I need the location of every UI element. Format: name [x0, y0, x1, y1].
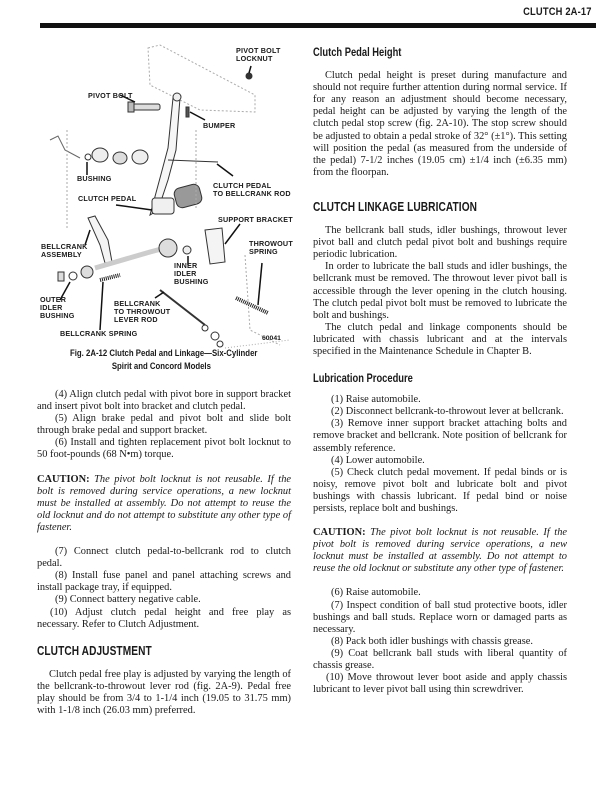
figure-part-number: 60041 [262, 335, 281, 342]
label-pivot-bolt-locknut [236, 47, 281, 63]
label-line: SPRING [249, 247, 278, 256]
label-line: IDLER [40, 303, 63, 312]
step-10-install: (10) Adjust clutch pedal height and free play as necessary. Refer to Clutch Adjustment. [37, 606, 291, 630]
label-line: IDLER [174, 269, 197, 278]
pedal-height-heading: Clutch Pedal Height [313, 45, 402, 59]
label-line: BUSHING [174, 277, 209, 286]
lube-step-6: (6) Raise automobile. [331, 587, 421, 599]
label-clutch-pedal: CLUTCH PEDAL [78, 194, 137, 203]
label-line: THROWOUT [249, 239, 293, 248]
caution-text: The pivot bolt locknut is not reusable. If the pivot bolt is removed during service operations, a new locknut must be installed at assembly. Do not attempt to reuse the old locknut or substitute any other type of fastener. [313, 527, 567, 575]
label-outer-idler-bushing [40, 296, 75, 320]
lubrication-procedure-heading: Lubrication Procedure [313, 371, 413, 386]
pedal-height-text: Clutch pedal height is preset during manufacture and should not require further attention during normal service. If for any reason an adjustment should become necessary, pedal height can be adjusted by varying the length of the clutch pedal stop screw (fig. 2A-10). The stop screw should be adjusted to obtain a pedal stroke of 32° (±1°). This setting will position the pedal (as measured from the underside of the pedal) 7-1/2 inches (19.05 cm) ±1/4 inch (±6.35 mm) from the floorpan. [313, 70, 567, 178]
lube-step-9: (9) Coat bellcrank ball studs with liberal quantity of chassis grease. [313, 647, 567, 672]
step-8-install: (8) Install fuse panel and panel attaching screws and install package tray, if equipped. [37, 570, 291, 594]
lube-step-5: (5) Check clutch pedal movement. If pedal binds or is noisy, remove pivot bolt and lubricate bolt and pivot bushings with chassis lubricant. If pedal bind or noise persists, replace bolt and bushings. [313, 466, 567, 514]
caution-label: CAUTION: [37, 473, 90, 485]
label-line: OUTER [40, 295, 67, 304]
step-6-install: (6) Install and tighten replacement pivot bolt locknut to 50 foot-pounds (68 N•m) torque. [37, 437, 291, 461]
figure-caption [70, 347, 259, 373]
label-line: BELLCRANK [41, 242, 88, 251]
caption-line: Fig. 2A-12 Clutch Pedal and Linkage—Six-Cylinder [70, 348, 258, 359]
label-line: LEVER ROD [114, 315, 158, 324]
label-line: BELLCRANK [114, 299, 161, 308]
figure-clutch-pedal-linkage [0, 40, 306, 370]
step-4-install: (4) Align clutch pedal with pivot bore in support bracket and insert pivot bolt into bracket and clutch pedal. [37, 389, 291, 413]
caution-text: The pivot bolt locknut is not reusable. If the bolt is removed during service operations, a new locknut must be installed at assembly. Do not attempt to reuse the old locknut and do not attempt to substitute any other type of fastener. [37, 473, 291, 533]
page-title: CLUTCH 2A-17 [523, 6, 592, 18]
clutch-adjustment-heading: CLUTCH ADJUSTMENT [37, 642, 152, 658]
clutch-adjustment-text: Clutch pedal free play is adjusted by varying the length of the bellcrank-to-throwout lever rod (fig. 2A-9). Pedal free play should be from 3/4 to 1-1/4 inch (19.05 to 31.75 mm) with 1-1/8 inch (26.03 mm) preferred. [37, 668, 291, 717]
right-column [313, 46, 567, 696]
label-line: INNER [174, 261, 198, 270]
label-throwout-spring [249, 240, 293, 256]
label-clutch-pedal-to-bellcrank-rod [213, 182, 291, 198]
linkage-lubrication-heading: CLUTCH LINKAGE LUBRICATION [313, 198, 478, 214]
label-support-bracket: SUPPORT BRACKET [218, 215, 293, 224]
lube-step-2: (2) Disconnect bellcrank-to-throwout lever at bellcrank. [331, 406, 564, 418]
lube-step-1: (1) Raise automobile. [331, 394, 421, 406]
step-5-install: (5) Align brake pedal and pivot bolt and slide bolt through brake pedal and support bracket. [37, 413, 291, 437]
caution-note-left [37, 474, 291, 534]
lube-step-7: (7) Inspect condition of ball stud protective boots, idler bushings and ball studs. Replace worn or damaged parts as necessary. [313, 599, 567, 635]
label-bellcrank-to-throwout-lever-rod [114, 300, 170, 324]
label-inner-idler-bushing [174, 262, 209, 286]
lube-step-4: (4) Lower automobile. [331, 454, 425, 466]
label-line: LOCKNUT [236, 54, 273, 63]
label-bumper: BUMPER [203, 121, 236, 130]
label-line: TO BELLCRANK ROD [213, 189, 291, 198]
lube-step-8: (8) Pack both idler bushings with chassis grease. [331, 635, 534, 647]
label-bellcrank-spring: BELLCRANK SPRING [60, 329, 138, 338]
caution-note-right [313, 527, 567, 575]
label-bushing: BUSHING [77, 174, 112, 183]
label-line: PIVOT BOLT [236, 46, 281, 55]
lube-step-3: (3) Remove inner support bracket attaching bolts and remove bracket and bellcrank. Note position of bellcrank for assembly reference. [313, 418, 567, 454]
lube-step-10: (10) Move throwout lever boot aside and apply chassis lubricant to lever pivot ball using thin screwdriver. [313, 672, 567, 696]
caption-line: Spirit and Concord Models [111, 361, 211, 372]
lubrication-para-2: In order to lubricate the ball studs and idler bushings, the bellcrank must be removed. The throwout lever pivot ball is accessible through the lever opening in the clutch housing. The clutch pedal pivot bolt must be removed to lubricate the bolt and bushings. [313, 261, 567, 321]
left-column [37, 389, 291, 717]
label-line: BUSHING [40, 311, 75, 320]
label-line: ASSEMBLY [41, 250, 82, 259]
lubrication-para-1: The bellcrank ball studs, idler bushings, throwout lever pivot ball and clutch pedal pivot bolt and bushings require periodic lubrication. [313, 225, 567, 261]
step-9-install: (9) Connect battery negative cable. [55, 594, 201, 606]
label-bellcrank-assembly [41, 243, 88, 259]
label-pivot-bolt: PIVOT BOLT [88, 91, 133, 100]
step-7-install: (7) Connect clutch pedal-to-bellcrank rod to clutch pedal. [37, 546, 291, 570]
lubrication-para-3: The clutch pedal and linkage components should be lubricated with chassis lubricant and at the intervals specified in the Maintenance Schedule in Chapter B. [313, 321, 567, 357]
caution-label: CAUTION: [313, 527, 366, 539]
label-line: CLUTCH PEDAL [213, 181, 272, 190]
label-line: TO THROWOUT [114, 307, 171, 316]
header-rule [40, 23, 596, 28]
